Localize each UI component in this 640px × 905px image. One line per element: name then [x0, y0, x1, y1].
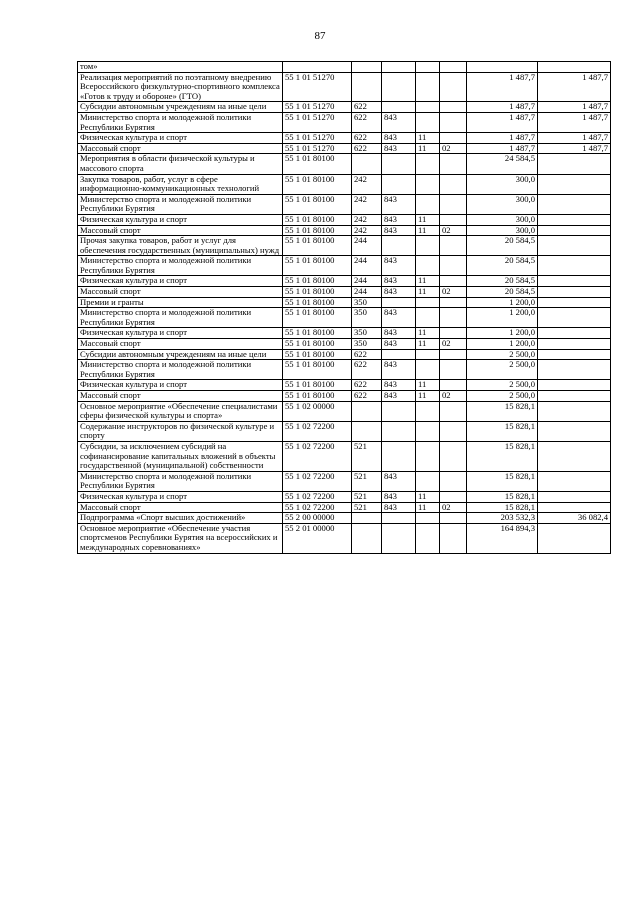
cell-subsection — [440, 441, 467, 471]
cell-target-code: 55 1 01 80100 — [283, 214, 352, 225]
cell-amount-federal: 1 487,7 — [538, 112, 611, 132]
cell-subsection — [440, 62, 467, 73]
cell-section — [416, 523, 440, 553]
table-row — [78, 214, 611, 225]
cell-subsection — [440, 349, 467, 360]
cell-name: Физическая культура и спорт — [78, 276, 283, 287]
cell-amount-federal — [538, 214, 611, 225]
cell-ministry-code — [382, 401, 416, 421]
cell-expense-type: 521 — [352, 471, 382, 491]
cell-section — [416, 421, 440, 441]
cell-ministry-code: 843 — [382, 328, 416, 339]
cell-name: Массовый спорт — [78, 225, 283, 236]
cell-expense-type — [352, 62, 382, 73]
cell-amount-total: 2 500,0 — [467, 360, 538, 380]
cell-amount-federal — [538, 502, 611, 513]
table-row — [78, 143, 611, 154]
cell-amount-total: 1 200,0 — [467, 308, 538, 328]
cell-name: Физическая культура и спорт — [78, 328, 283, 339]
cell-subsection — [440, 256, 467, 276]
page-number: 87 — [314, 30, 326, 42]
cell-ministry-code — [382, 154, 416, 174]
cell-amount-federal — [538, 308, 611, 328]
cell-amount-total: 15 828,1 — [467, 471, 538, 491]
cell-amount-federal: 1 487,7 — [538, 72, 611, 102]
table-row — [78, 236, 611, 256]
cell-target-code: 55 1 01 51270 — [283, 102, 352, 113]
cell-amount-total: 1 487,7 — [467, 72, 538, 102]
cell-ministry-code: 843 — [382, 391, 416, 402]
cell-target-code: 55 1 02 72200 — [283, 502, 352, 513]
cell-ministry-code — [382, 72, 416, 102]
cell-name: Премии и гранты — [78, 297, 283, 308]
budget-table — [77, 61, 611, 554]
cell-target-code: 55 1 01 80100 — [283, 236, 352, 256]
cell-name: Субсидии автономным учреждениям на иные цели — [78, 349, 283, 360]
table-row — [78, 276, 611, 287]
cell-target-code — [283, 62, 352, 73]
cell-ministry-code: 843 — [382, 339, 416, 350]
cell-name: Физическая культура и спорт — [78, 491, 283, 502]
table-row — [78, 421, 611, 441]
cell-subsection — [440, 491, 467, 502]
cell-section: 11 — [416, 339, 440, 350]
cell-amount-federal — [538, 256, 611, 276]
cell-name: Массовый спорт — [78, 339, 283, 350]
cell-section — [416, 236, 440, 256]
cell-amount-federal — [538, 401, 611, 421]
cell-amount-total: 300,0 — [467, 214, 538, 225]
budget-table-body — [78, 62, 611, 554]
cell-ministry-code: 843 — [382, 256, 416, 276]
table-row — [78, 471, 611, 491]
cell-amount-federal — [538, 380, 611, 391]
cell-amount-federal — [538, 287, 611, 298]
table-row — [78, 256, 611, 276]
cell-amount-total: 2 500,0 — [467, 380, 538, 391]
cell-subsection — [440, 214, 467, 225]
cell-expense-type — [352, 513, 382, 524]
cell-subsection: 02 — [440, 391, 467, 402]
cell-expense-type: 350 — [352, 297, 382, 308]
cell-ministry-code — [382, 102, 416, 113]
cell-section — [416, 349, 440, 360]
cell-ministry-code: 843 — [382, 287, 416, 298]
cell-expense-type: 350 — [352, 308, 382, 328]
cell-amount-total: 2 500,0 — [467, 391, 538, 402]
table-row — [78, 502, 611, 513]
cell-expense-type: 242 — [352, 174, 382, 194]
table-row — [78, 62, 611, 73]
cell-amount-federal — [538, 471, 611, 491]
table-row — [78, 339, 611, 350]
cell-target-code: 55 1 01 80100 — [283, 349, 352, 360]
cell-name: Мероприятия в области физической культуры и массового спорта — [78, 154, 283, 174]
cell-ministry-code: 843 — [382, 502, 416, 513]
cell-amount-total: 15 828,1 — [467, 421, 538, 441]
cell-expense-type: 244 — [352, 287, 382, 298]
cell-amount-total: 1 487,7 — [467, 102, 538, 113]
cell-amount-federal — [538, 523, 611, 553]
cell-amount-total — [467, 62, 538, 73]
cell-expense-type: 521 — [352, 502, 382, 513]
cell-target-code: 55 1 01 80100 — [283, 297, 352, 308]
cell-amount-federal — [538, 297, 611, 308]
cell-section: 11 — [416, 225, 440, 236]
cell-name: Министерство спорта и молодежной политики Республики Бурятия — [78, 256, 283, 276]
cell-target-code: 55 1 01 80100 — [283, 225, 352, 236]
cell-ministry-code: 843 — [382, 308, 416, 328]
cell-ministry-code — [382, 421, 416, 441]
cell-subsection — [440, 194, 467, 214]
cell-amount-total: 20 584,5 — [467, 287, 538, 298]
cell-section: 11 — [416, 491, 440, 502]
cell-amount-total: 164 894,3 — [467, 523, 538, 553]
cell-ministry-code — [382, 523, 416, 553]
cell-amount-federal — [538, 154, 611, 174]
cell-amount-total: 20 584,5 — [467, 276, 538, 287]
cell-target-code: 55 1 01 80100 — [283, 328, 352, 339]
cell-name: том» — [78, 62, 283, 73]
cell-amount-federal — [538, 276, 611, 287]
table-row — [78, 401, 611, 421]
cell-target-code: 55 1 01 80100 — [283, 380, 352, 391]
cell-ministry-code: 843 — [382, 133, 416, 144]
cell-subsection — [440, 276, 467, 287]
cell-ministry-code: 843 — [382, 360, 416, 380]
table-row — [78, 102, 611, 113]
cell-target-code: 55 1 01 51270 — [283, 133, 352, 144]
table-row — [78, 174, 611, 194]
cell-amount-total: 20 584,5 — [467, 256, 538, 276]
cell-amount-total: 1 200,0 — [467, 339, 538, 350]
cell-amount-total: 1 487,7 — [467, 133, 538, 144]
cell-expense-type: 350 — [352, 328, 382, 339]
cell-ministry-code: 843 — [382, 380, 416, 391]
cell-target-code: 55 2 01 00000 — [283, 523, 352, 553]
table-row — [78, 491, 611, 502]
table-row — [78, 194, 611, 214]
cell-amount-federal — [538, 491, 611, 502]
cell-name: Массовый спорт — [78, 391, 283, 402]
cell-expense-type: 622 — [352, 133, 382, 144]
cell-amount-federal — [538, 328, 611, 339]
cell-amount-total: 203 532,3 — [467, 513, 538, 524]
table-row — [78, 297, 611, 308]
cell-section — [416, 297, 440, 308]
cell-expense-type: 622 — [352, 391, 382, 402]
cell-expense-type: 622 — [352, 349, 382, 360]
cell-target-code: 55 1 01 80100 — [283, 287, 352, 298]
cell-target-code: 55 1 01 80100 — [283, 308, 352, 328]
cell-section — [416, 401, 440, 421]
cell-expense-type: 521 — [352, 491, 382, 502]
cell-name: Прочая закупка товаров, работ и услуг для обеспечения государственных (муниципальных) нужд — [78, 236, 283, 256]
cell-subsection — [440, 308, 467, 328]
cell-expense-type — [352, 421, 382, 441]
cell-ministry-code: 843 — [382, 276, 416, 287]
table-row — [78, 349, 611, 360]
cell-target-code: 55 2 00 00000 — [283, 513, 352, 524]
cell-ministry-code: 843 — [382, 491, 416, 502]
cell-section — [416, 174, 440, 194]
cell-section — [416, 256, 440, 276]
cell-name: Физическая культура и спорт — [78, 133, 283, 144]
cell-section: 11 — [416, 287, 440, 298]
cell-expense-type: 242 — [352, 214, 382, 225]
cell-amount-total: 1 487,7 — [467, 143, 538, 154]
cell-section: 11 — [416, 380, 440, 391]
cell-expense-type: 622 — [352, 360, 382, 380]
cell-expense-type: 242 — [352, 194, 382, 214]
cell-expense-type: 244 — [352, 256, 382, 276]
cell-ministry-code — [382, 513, 416, 524]
cell-target-code: 55 1 01 80100 — [283, 154, 352, 174]
cell-section: 11 — [416, 328, 440, 339]
cell-subsection — [440, 360, 467, 380]
cell-amount-federal — [538, 62, 611, 73]
cell-ministry-code — [382, 236, 416, 256]
cell-name: Содержание инструкторов по физической культуре и спорту — [78, 421, 283, 441]
table-row — [78, 391, 611, 402]
cell-section — [416, 62, 440, 73]
cell-subsection: 02 — [440, 287, 467, 298]
cell-name: Субсидии, за исключением субсидий на софинансирование капитальных вложений в объекты государственной (муниципальной) собственности — [78, 441, 283, 471]
cell-target-code: 55 1 01 80100 — [283, 360, 352, 380]
cell-target-code: 55 1 01 80100 — [283, 256, 352, 276]
cell-section: 11 — [416, 276, 440, 287]
cell-target-code: 55 1 02 00000 — [283, 401, 352, 421]
cell-target-code: 55 1 01 51270 — [283, 112, 352, 132]
cell-amount-federal: 1 487,7 — [538, 133, 611, 144]
cell-section — [416, 513, 440, 524]
cell-name: Физическая культура и спорт — [78, 380, 283, 391]
cell-amount-total: 300,0 — [467, 225, 538, 236]
cell-amount-federal — [538, 194, 611, 214]
cell-ministry-code: 843 — [382, 143, 416, 154]
cell-subsection — [440, 523, 467, 553]
table-row — [78, 360, 611, 380]
cell-amount-federal — [538, 339, 611, 350]
cell-expense-type — [352, 72, 382, 102]
cell-subsection — [440, 72, 467, 102]
cell-ministry-code — [382, 441, 416, 471]
table-row — [78, 513, 611, 524]
cell-amount-total: 15 828,1 — [467, 441, 538, 471]
cell-amount-total: 1 487,7 — [467, 112, 538, 132]
cell-target-code: 55 1 02 72200 — [283, 491, 352, 502]
cell-subsection — [440, 174, 467, 194]
cell-ministry-code: 843 — [382, 194, 416, 214]
cell-section: 11 — [416, 502, 440, 513]
cell-amount-total: 2 500,0 — [467, 349, 538, 360]
cell-name: Массовый спорт — [78, 502, 283, 513]
cell-section — [416, 471, 440, 491]
cell-target-code: 55 1 01 80100 — [283, 194, 352, 214]
cell-subsection — [440, 380, 467, 391]
cell-amount-federal: 1 487,7 — [538, 143, 611, 154]
table-row — [78, 523, 611, 553]
cell-subsection: 02 — [440, 339, 467, 350]
cell-target-code: 55 1 01 80100 — [283, 391, 352, 402]
cell-expense-type — [352, 154, 382, 174]
cell-subsection — [440, 236, 467, 256]
cell-subsection — [440, 297, 467, 308]
table-row — [78, 328, 611, 339]
cell-ministry-code: 843 — [382, 112, 416, 132]
cell-section — [416, 194, 440, 214]
cell-amount-federal — [538, 421, 611, 441]
cell-section: 11 — [416, 391, 440, 402]
cell-name: Реализация мероприятий по поэтапному внедрению Всероссийского физкультурно-спортивного комплекса «Готов к труду и обороне» (ГТО) — [78, 72, 283, 102]
cell-subsection — [440, 102, 467, 113]
cell-amount-total: 15 828,1 — [467, 401, 538, 421]
cell-amount-federal — [538, 441, 611, 471]
cell-ministry-code — [382, 174, 416, 194]
cell-expense-type: 622 — [352, 380, 382, 391]
cell-amount-federal — [538, 349, 611, 360]
cell-section — [416, 112, 440, 132]
cell-expense-type: 521 — [352, 441, 382, 471]
cell-ministry-code — [382, 62, 416, 73]
table-row — [78, 133, 611, 144]
cell-amount-federal — [538, 391, 611, 402]
cell-name: Министерство спорта и молодежной политики Республики Бурятия — [78, 471, 283, 491]
cell-target-code: 55 1 02 72200 — [283, 421, 352, 441]
cell-name: Подпрограмма «Спорт высших достижений» — [78, 513, 283, 524]
cell-target-code: 55 1 02 72200 — [283, 471, 352, 491]
cell-amount-total: 15 828,1 — [467, 491, 538, 502]
cell-ministry-code: 843 — [382, 471, 416, 491]
cell-amount-total: 20 584,5 — [467, 236, 538, 256]
cell-subsection: 02 — [440, 502, 467, 513]
cell-target-code: 55 1 01 51270 — [283, 143, 352, 154]
cell-section — [416, 154, 440, 174]
cell-section — [416, 72, 440, 102]
cell-name: Министерство спорта и молодежной политики Республики Бурятия — [78, 308, 283, 328]
cell-subsection — [440, 401, 467, 421]
cell-amount-total: 1 200,0 — [467, 297, 538, 308]
table-row — [78, 225, 611, 236]
cell-subsection — [440, 513, 467, 524]
cell-ministry-code: 843 — [382, 214, 416, 225]
table-row — [78, 72, 611, 102]
cell-section — [416, 441, 440, 471]
cell-amount-total: 300,0 — [467, 194, 538, 214]
cell-ministry-code — [382, 349, 416, 360]
cell-target-code: 55 1 01 51270 — [283, 72, 352, 102]
cell-name: Основное мероприятие «Обеспечение специалистами сферы физической культуры и спорта» — [78, 401, 283, 421]
cell-section — [416, 102, 440, 113]
cell-expense-type: 350 — [352, 339, 382, 350]
cell-subsection — [440, 133, 467, 144]
table-row — [78, 441, 611, 471]
cell-ministry-code: 843 — [382, 225, 416, 236]
table-row — [78, 112, 611, 132]
table-row — [78, 287, 611, 298]
cell-subsection — [440, 112, 467, 132]
cell-name: Основное мероприятие «Обеспечение участия спортсменов Республики Бурятия на всероссийских и международных соревнованиях» — [78, 523, 283, 553]
cell-amount-federal — [538, 174, 611, 194]
cell-amount-federal — [538, 236, 611, 256]
cell-section: 11 — [416, 143, 440, 154]
cell-section — [416, 360, 440, 380]
cell-target-code: 55 1 01 80100 — [283, 276, 352, 287]
cell-target-code: 55 1 02 72200 — [283, 441, 352, 471]
cell-expense-type — [352, 523, 382, 553]
cell-expense-type: 622 — [352, 143, 382, 154]
table-row — [78, 380, 611, 391]
cell-expense-type — [352, 401, 382, 421]
cell-name: Закупка товаров, работ, услуг в сфере информационно-коммуникационных технологий — [78, 174, 283, 194]
cell-subsection: 02 — [440, 225, 467, 236]
cell-name: Министерство спорта и молодежной политики Республики Бурятия — [78, 194, 283, 214]
cell-expense-type: 622 — [352, 102, 382, 113]
cell-expense-type: 244 — [352, 236, 382, 256]
cell-amount-federal: 1 487,7 — [538, 102, 611, 113]
cell-target-code: 55 1 01 80100 — [283, 339, 352, 350]
cell-ministry-code — [382, 297, 416, 308]
cell-name: Массовый спорт — [78, 143, 283, 154]
cell-subsection — [440, 471, 467, 491]
cell-amount-federal — [538, 225, 611, 236]
table-row — [78, 154, 611, 174]
cell-subsection — [440, 421, 467, 441]
cell-section — [416, 308, 440, 328]
cell-section: 11 — [416, 214, 440, 225]
cell-name: Физическая культура и спорт — [78, 214, 283, 225]
cell-section: 11 — [416, 133, 440, 144]
cell-amount-federal — [538, 360, 611, 380]
cell-expense-type: 242 — [352, 225, 382, 236]
cell-amount-total: 300,0 — [467, 174, 538, 194]
cell-amount-total: 24 584,5 — [467, 154, 538, 174]
cell-subsection — [440, 154, 467, 174]
cell-name: Субсидии автономным учреждениям на иные цели — [78, 102, 283, 113]
cell-name: Министерство спорта и молодежной политики Республики Бурятия — [78, 360, 283, 380]
cell-name: Министерство спорта и молодежной политики Республики Бурятия — [78, 112, 283, 132]
cell-name: Массовый спорт — [78, 287, 283, 298]
cell-target-code: 55 1 01 80100 — [283, 174, 352, 194]
cell-amount-total: 1 200,0 — [467, 328, 538, 339]
cell-amount-total: 15 828,1 — [467, 502, 538, 513]
cell-expense-type: 244 — [352, 276, 382, 287]
cell-subsection — [440, 328, 467, 339]
cell-subsection: 02 — [440, 143, 467, 154]
cell-expense-type: 622 — [352, 112, 382, 132]
cell-amount-federal: 36 082,4 — [538, 513, 611, 524]
table-row — [78, 308, 611, 328]
